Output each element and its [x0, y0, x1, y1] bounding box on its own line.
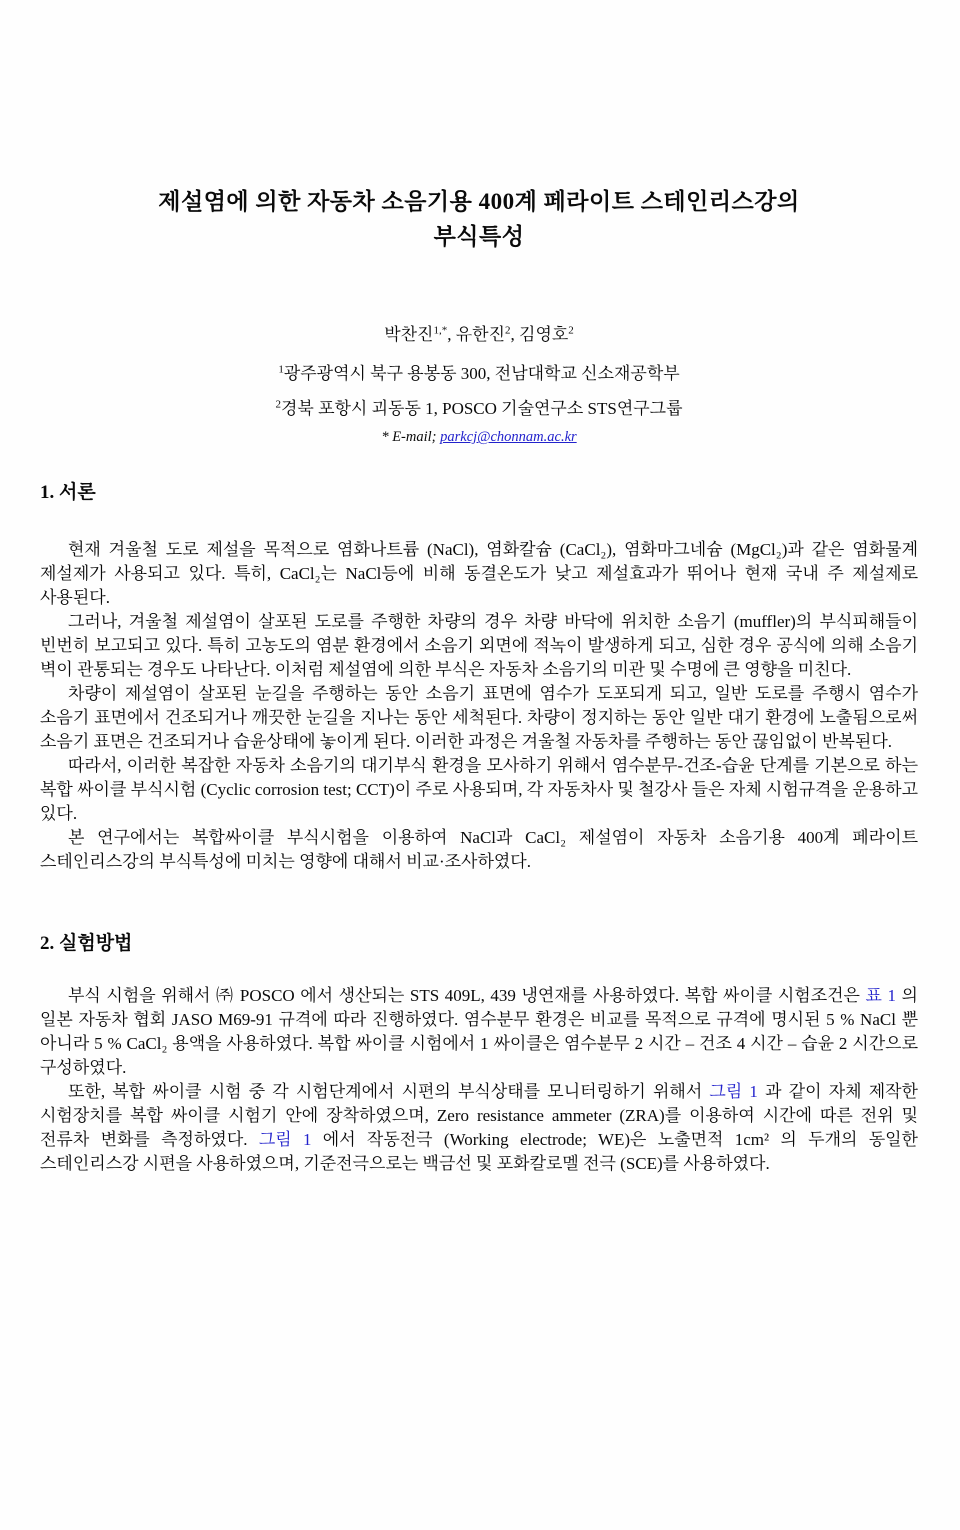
method-paragraph-1-text-b: 의 일본 자동차 협회 JASO M69-91 규격에 따라 진행하였다. 염수분무 환경은 비교를 목적으로 규격에 명시된 5 % NaCl 뿐 아니라 5 % CaCl₂ 용액을 사용하였다. 복합 싸이클 시험에서 1 싸이클은 염수분무 2 시간 – 건조 4 시간 – 습윤 2 시간으로 구성하였다. — [40, 986, 918, 1077]
section-1-heading: 1. 서론 — [40, 482, 96, 503]
author-superscript-1: 1,* — [433, 324, 448, 337]
affiliation-1-superscript: 1 — [278, 363, 284, 376]
method-paragraph-2-text-c: 에서 작동전극 (Working electrode; WE)은 노출면적 1cm² 의 두개의 동일한 스테인리스강 시편을 사용하였으며, 기준전극으로는 백금선 및 포화칼로멜 전극 (SCE)를 사용하였다. — [40, 1130, 918, 1173]
method-paragraph-2 — [40, 1080, 918, 1176]
affiliation-2-text: 경북 포항시 괴동동 1, POSCO 기술연구소 STS연구그룹 — [280, 399, 683, 418]
figure-1-link-2[interactable]: 그림 1 — [258, 1130, 312, 1149]
email-prefix: * E-mail; — [381, 429, 441, 445]
author-name-2: , 유한진 — [447, 325, 506, 344]
email-line — [40, 427, 918, 447]
paper-title-line-1: 제설염에 의한 자동차 소음기용 400계 페라이트 스테인리스강의 — [158, 189, 800, 214]
section-2-body — [40, 984, 918, 1176]
intro-paragraph-4: 따라서, 이러한 복잡한 자동차 소음기의 대기부식 환경을 모사하기 위해서 염수분무-건조-습윤 단계를 기본으로 하는 복합 싸이클 부식시험 (Cyclic corrosion test; CCT)이 주로 사용되며, 각 자동차사 및 철강사 들은 자체 시험규격을 운용하고 있다. — [40, 756, 918, 823]
section-2-heading: 2. 실험방법 — [40, 933, 133, 954]
affiliation-line-2 — [40, 398, 918, 420]
method-paragraph-2-text-b: 과 같이 자체 제작한 시험장치를 복합 싸이클 시험기 안에 장착하였으며, Zero resistance ammeter (ZRA)를 이용하여 시간에 따른 전위 및 전류차 변화를 측정하였다. — [40, 1082, 918, 1149]
paper-title — [40, 184, 918, 254]
figure-1-link-1[interactable]: 그림 1 — [709, 1082, 758, 1101]
affiliation-1-text: 광주광역시 북구 용봉동 300, 전남대학교 신소재공학부 — [283, 364, 680, 383]
method-paragraph-1-text-a: 부식 시험을 위해서 ㈜ POSCO 에서 생산되는 STS 409L, 439 냉연재를 사용하였다. 복합 싸이클 시험조건은 — [68, 986, 866, 1005]
email-link[interactable]: parkcj@chonnam.ac.kr — [440, 429, 577, 445]
intro-paragraph-5: 본 연구에서는 복합싸이클 부식시험을 이용하여 NaCl과 CaCl₂ 제설염이 자동차 소음기용 400계 페라이트 스테인리스강의 부식특성에 미치는 영향에 대해서 비교·조사하였다. — [40, 828, 918, 871]
author-name-1: 박찬진 — [384, 325, 434, 344]
table-1-link[interactable]: 표 1 — [865, 986, 896, 1005]
method-paragraph-1 — [40, 984, 918, 1080]
affiliation-line-1 — [40, 363, 918, 385]
author-superscript-3: 2 — [568, 324, 574, 337]
intro-paragraph-3: 차량이 제설염이 살포된 눈길을 주행하는 동안 소음기 표면에 염수가 도포되게 되고, 일반 도로를 주행시 염수가 소음기 표면에서 건조되거나 깨끗한 눈길을 지나는 동안 세척된다. 차량이 정지하는 동안 일반 대기 환경에 노출됨으로써 소음기 표면은 건조되거나 습윤상태에 놓이게 된다. 이러한 과정은 겨울철 자동차를 주행하는 동안 끊임없이 반복된다. — [40, 684, 918, 751]
author-superscript-2: 2 — [505, 324, 511, 337]
method-paragraph-2-text-a: 또한, 복합 싸이클 시험 중 각 시험단계에서 시편의 부식상태를 모니터링하기 위해서 — [68, 1082, 710, 1101]
author-name-3: , 김영호 — [510, 325, 569, 344]
affiliation-2-superscript: 2 — [275, 398, 281, 411]
intro-paragraph-2: 그러나, 겨울철 제설염이 살포된 도로를 주행한 차량의 경우 차량 바닥에 위치한 소음기 (muffler)의 부식피해들이 빈번히 보고되고 있다. 특히 고농도의 염분 환경에서 소음기 외면에 적녹이 발생하게 되고, 심한 경우 공식에 의해 소음기 벽이 관통되는 경우도 나타난다. 이처럼 제설염에 의한 부식은 자동차 소음기의 미관 및 수명에 큰 영향을 미친다. — [40, 612, 918, 679]
paper-title-line-2: 부식특성 — [433, 224, 525, 249]
authors-line — [40, 324, 918, 346]
section-1-body — [40, 538, 918, 874]
intro-paragraph-1: 현재 겨울철 도로 제설을 목적으로 염화나트륨 (NaCl), 염화칼슘 (CaCl₂), 염화마그네슘 (MgCl₂)과 같은 염화물계 제설제가 사용되고 있다. 특히, CaCl₂는 NaCl등에 비해 동결온도가 낮고 제설효과가 뛰어나 현재 국내 주 제설제로 사용된다. — [40, 540, 918, 607]
